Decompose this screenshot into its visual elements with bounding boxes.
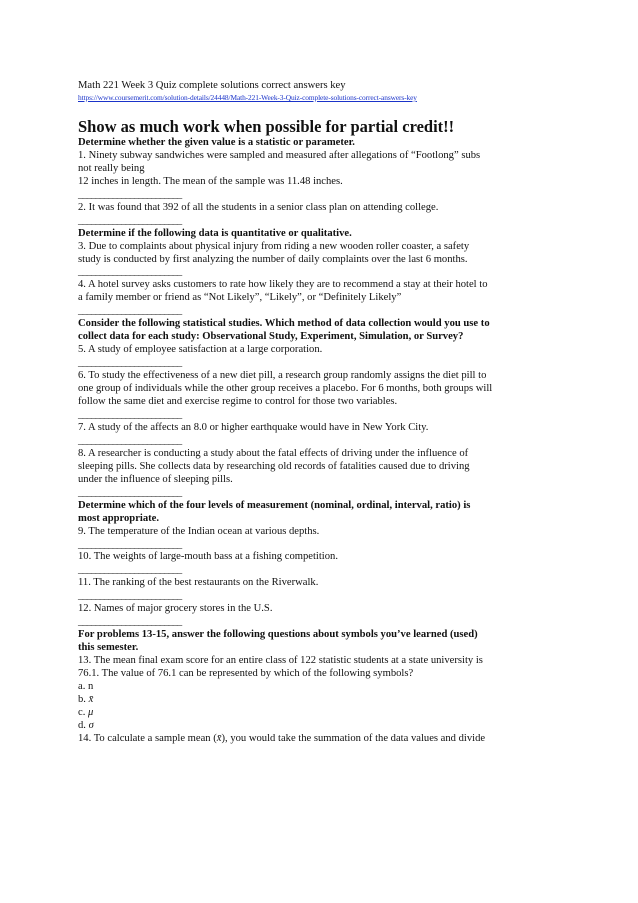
answer-line-6: ________________________ <box>78 408 182 420</box>
question-10: 10. The weights of large-mouth bass at a fishing competition. <box>78 551 338 563</box>
question-14-pre: 14. To calculate a sample mean ( <box>78 732 217 744</box>
option-d-symbol: σ <box>88 719 94 731</box>
question-14 <box>78 733 566 746</box>
source-link[interactable]: https://www.coursemerit.com/solution-details/24448/Math-221-Week-3-Quiz-complete-solutions-correct-answers-key <box>78 92 417 102</box>
section-heading-symbols-1: For problems 13-15, answer the following questions about symbols you’ve learned (used) <box>78 629 478 641</box>
option-a: a. n <box>78 680 94 692</box>
section-heading-symbols-2: this semester. <box>78 642 139 654</box>
question-6-line-1: 6. To study the effectiveness of a new diet pill, a research group randomly assigns the diet pill to <box>78 370 487 382</box>
answer-line-12: ________________________ <box>78 616 182 628</box>
section-heading-measurement-2: most appropriate. <box>78 512 160 524</box>
question-14-symbol: x̄ <box>216 732 222 744</box>
option-c-label: c. <box>78 706 88 718</box>
question-3-line-1: 3. Due to complaints about physical injury from riding a new wooden roller coaster, a safety <box>78 240 470 252</box>
question-9: 9. The temperature of the Indian ocean at various depths. <box>78 525 320 537</box>
section-heading-statistic: Determine whether the given value is a statistic or parameter. <box>78 136 355 148</box>
option-c <box>78 707 566 720</box>
question-7: 7. A study of the affects an 8.0 or higher earthquake would have in New York City. <box>78 421 429 433</box>
question-6-line-3: follow the same diet and exercise regime to control for those two variables. <box>78 396 398 408</box>
answer-line-7: ________________________ <box>78 434 182 446</box>
answer-line-1: ________________________ <box>78 188 182 200</box>
answer-line-9: ________________________ <box>78 538 182 550</box>
question-1-line-1: 1. Ninety subway sandwiches were sampled and measured after allegations of “Footlong” subs <box>78 149 481 161</box>
question-13-line-2: 76.1. The value of 76.1 can be represented by which of the following symbols? <box>78 668 414 680</box>
document-title: Math 221 Week 3 Quiz complete solutions correct answers key <box>78 80 346 91</box>
answer-line-4: ________________________ <box>78 305 182 317</box>
option-b-symbol: x̄ <box>88 693 94 705</box>
section-heading-data-collection-1: Consider the following statistical studies. Which method of data collection would you use to <box>78 318 490 330</box>
answer-line-2: ________________________ <box>78 214 182 226</box>
answer-line-8: ________________________ <box>78 486 182 498</box>
question-4-line-2: a family member or friend as “Not Likely”, “Likely”, or “Definitely Likely” <box>78 292 402 304</box>
question-11: 11. The ranking of the best restaurants on the Riverwalk. <box>78 577 319 589</box>
question-8-line-3: under the influence of sleeping pills. <box>78 473 233 485</box>
answer-line-10: ________________________ <box>78 564 182 576</box>
option-b-label: b. <box>78 693 89 705</box>
option-c-symbol: μ <box>88 706 94 718</box>
question-13-line-1: 13. The mean final exam score for an entire class of 122 statistic students at a state university is <box>78 655 483 667</box>
question-1-line-2: not really being <box>78 162 145 174</box>
question-8-line-2: sleeping pills. She collects data by researching old records of fatalities caused due to driving <box>78 460 470 472</box>
question-2: 2. It was found that 392 of all the students in a senior class plan on attending college. <box>78 201 439 213</box>
document-content <box>78 80 566 746</box>
option-d <box>78 720 566 733</box>
page-heading: Show as much work when possible for partial credit!! <box>78 116 455 136</box>
answer-line-3: ________________________ <box>78 266 182 278</box>
option-b <box>78 694 566 707</box>
question-12: 12. Names of major grocery stores in the U.S. <box>78 603 273 615</box>
section-heading-measurement-1: Determine which of the four levels of measurement (nominal, ordinal, interval, ratio) is <box>78 499 471 511</box>
section-heading-data-collection-2: collect data for each study: Observational Study, Experiment, Simulation, or Survey? <box>78 331 464 343</box>
question-6-line-2: one group of individuals while the other group receives a placebo. For 6 months, both groups will <box>78 383 493 395</box>
answer-line-11: ________________________ <box>78 590 182 602</box>
question-1-line-3: 12 inches in length. The mean of the sample was 11.48 inches. <box>78 175 343 187</box>
section-heading-quantitative: Determine if the following data is quantitative or qualitative. <box>78 227 352 239</box>
question-4-line-1: 4. A hotel survey asks customers to rate how likely they are to recommend a stay at their hotel to <box>78 279 488 291</box>
question-5: 5. A study of employee satisfaction at a large corporation. <box>78 344 323 356</box>
question-8-line-1: 8. A researcher is conducting a study about the fatal effects of driving under the influence of <box>78 447 469 459</box>
question-14-post: ), you would take the summation of the data values and divide <box>221 732 486 744</box>
question-3-line-2: study is conducted by first analyzing the number of daily complaints over the last 6 months. <box>78 253 468 265</box>
answer-line-5: ________________________ <box>78 357 182 369</box>
option-d-label: d. <box>78 719 89 731</box>
